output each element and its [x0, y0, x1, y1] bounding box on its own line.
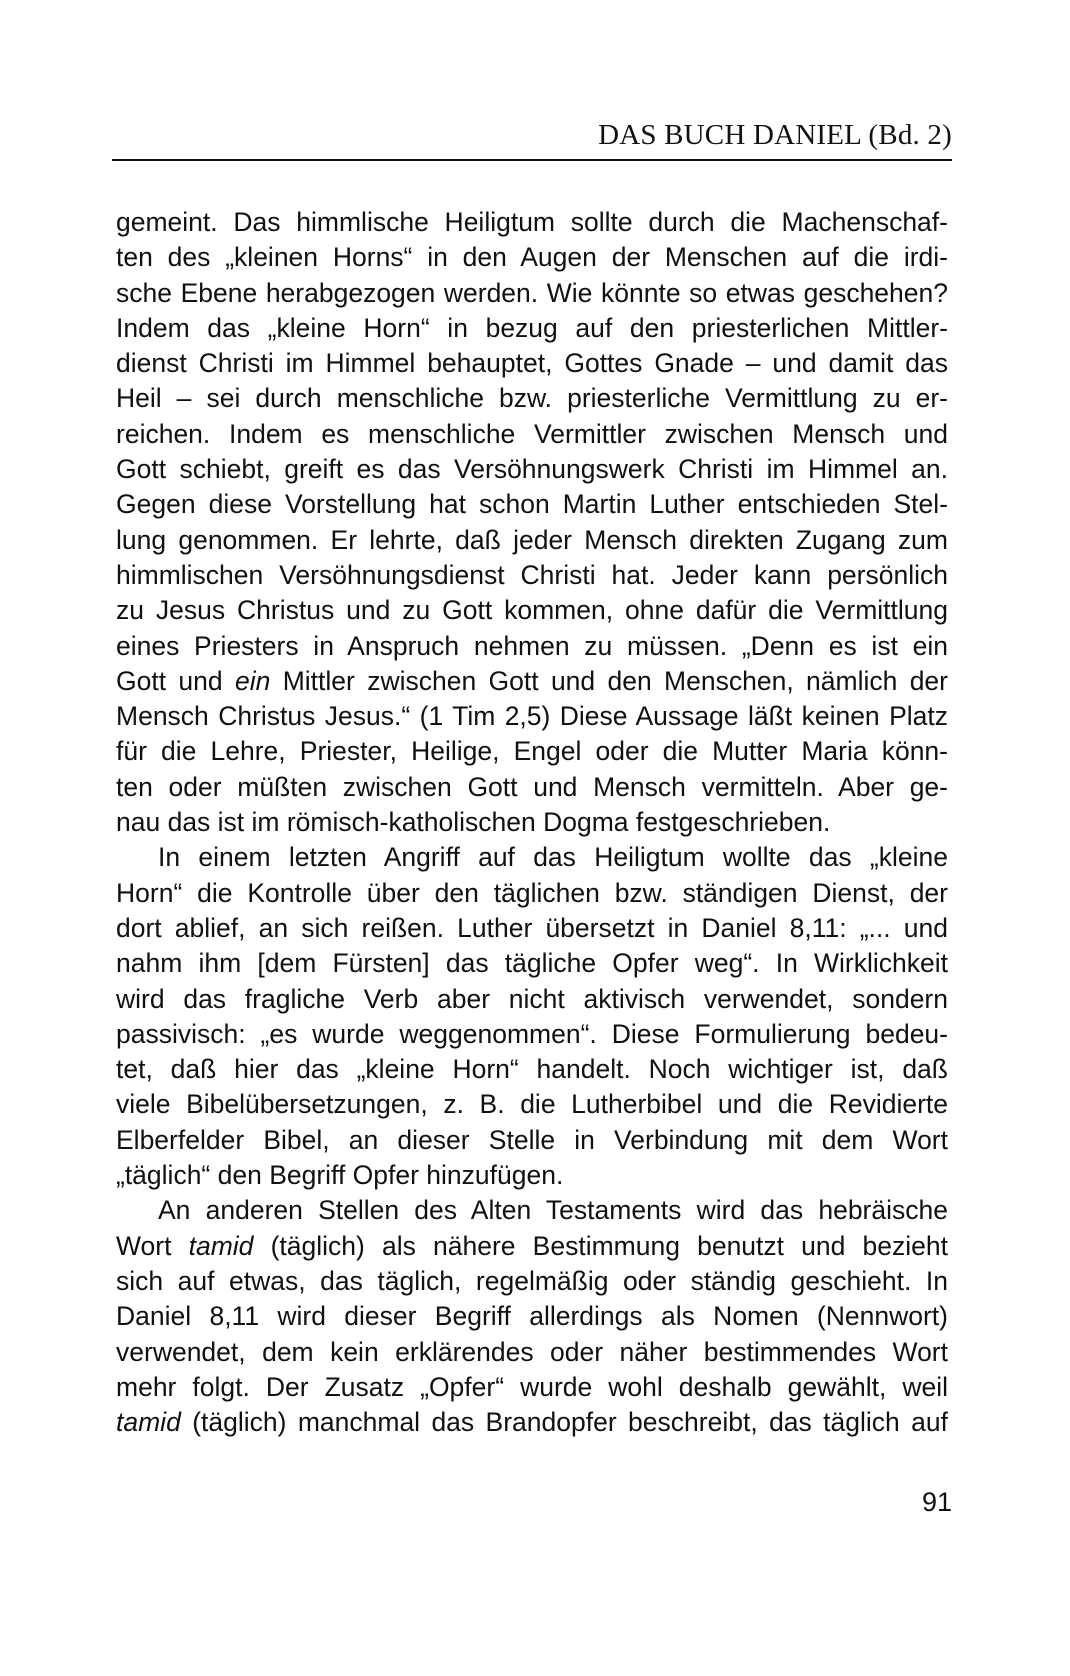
- text-line: An anderen Stellen des Alten Testaments wird das hebräische: [158, 1195, 948, 1226]
- text-line: Horn“ die Kontrolle über den täglichen bzw. ständigen Dienst, der: [116, 877, 948, 908]
- text-line: In einem letzten Angriff auf das Heiligtum wollte das „kleine: [158, 842, 948, 873]
- italic-word: ein: [234, 665, 271, 696]
- text-line: Gegen diese Vorstellung hat schon Martin Luther entschieden Stel-: [116, 489, 948, 520]
- text-segment: (täglich) als nähere Bestimmung benutzt und bezieht: [253, 1230, 948, 1261]
- text-line: Elberfelder Bibel, an dieser Stelle in Verbindung mit dem Wort: [116, 1124, 948, 1155]
- text-line: wird das fragliche Verb aber nicht aktivisch verwendet, sondern: [116, 983, 948, 1014]
- text-line: sich auf etwas, das täglich, regelmäßig oder ständig geschieht. In: [116, 1265, 948, 1296]
- text-line: [116, 664, 948, 699]
- text-segment: (täglich) manchmal das Brandopfer beschreibt, das täglich auf: [180, 1407, 948, 1438]
- running-head-title: DAS BUCH DANIEL (Bd. 2): [598, 119, 952, 151]
- text-line: ten oder müßten zwischen Gott und Mensch vermitteln. Aber ge-: [116, 771, 948, 802]
- text-line: „täglich“ den Begriff Opfer hinzufügen.: [116, 1160, 564, 1191]
- text-segment: Mittler zwischen Gott und den Menschen, nämlich der: [270, 665, 948, 696]
- page-number: 91: [921, 1487, 952, 1517]
- header-rule: [112, 159, 952, 161]
- text-line: für die Lehre, Priester, Heilige, Engel oder die Mutter Maria könn-: [116, 736, 948, 767]
- text-line: dienst Christi im Himmel behauptet, Gottes Gnade – und damit das: [116, 348, 948, 379]
- text-line: zu Jesus Christus und zu Gott kommen, ohne dafür die Vermittlung: [116, 595, 948, 626]
- text-line: tet, daß hier das „kleine Horn“ handelt. Noch wichtiger ist, daß: [116, 1054, 948, 1085]
- text-line: [116, 1405, 948, 1440]
- text-line: passivisch: „es wurde weggenommen“. Diese Formulierung bedeu-: [116, 1018, 948, 1049]
- text-line: verwendet, dem kein erklärendes oder näher bestimmendes Wort: [116, 1336, 948, 1367]
- text-line: Heil – sei durch menschliche bzw. priesterliche Vermittlung zu er-: [116, 383, 948, 414]
- text-line: Indem das „kleine Horn“ in bezug auf den priesterlichen Mittler-: [116, 312, 948, 343]
- italic-word: tamid: [188, 1230, 254, 1261]
- text-line: dort ablief, an sich reißen. Luther übersetzt in Daniel 8,11: „... und: [116, 912, 948, 943]
- text-line: gemeint. Das himmlische Heiligtum sollte durch die Machenschaf-: [116, 207, 948, 237]
- text-segment: Wort: [116, 1230, 189, 1261]
- text-line: Mensch Christus Jesus.“ (1 Tim 2,5) Diese Aussage läßt keinen Platz: [116, 701, 948, 732]
- body-text: [116, 205, 948, 1440]
- text-line: ten des „kleinen Horns“ in den Augen der Menschen auf die irdi-: [116, 242, 948, 273]
- text-line: lung genommen. Er lehrte, daß jeder Mensch direkten Zugang zum: [116, 524, 948, 555]
- text-line: [116, 1229, 948, 1264]
- text-line: mehr folgt. Der Zusatz „Opfer“ wurde wohl deshalb gewählt, weil: [116, 1371, 948, 1402]
- text-line: nau das ist im römisch-katholischen Dogma festgeschrieben.: [116, 807, 831, 838]
- text-line: nahm ihm [dem Fürsten] das tägliche Opfer weg“. In Wirklichkeit: [116, 948, 948, 979]
- text-line: himmlischen Versöhnungsdienst Christi hat. Jeder kann persönlich: [116, 559, 948, 590]
- text-line: Daniel 8,11 wird dieser Begriff allerdings als Nomen (Nennwort): [116, 1301, 948, 1332]
- italic-word: tamid: [116, 1407, 181, 1438]
- text-line: reichen. Indem es menschliche Vermittler zwischen Mensch und: [116, 418, 948, 449]
- text-line: viele Bibelübersetzungen, z. B. die Lutherbibel und die Revidierte: [116, 1089, 948, 1120]
- text-segment: Gott und: [116, 665, 235, 696]
- text-line: eines Priesters in Anspruch nehmen zu müssen. „Denn es ist ein: [116, 630, 948, 661]
- text-line: sche Ebene herabgezogen werden. Wie könnte so etwas geschehen?: [116, 277, 948, 308]
- text-line: Gott schiebt, greift es das Versöhnungswerk Christi im Himmel an.: [116, 454, 948, 485]
